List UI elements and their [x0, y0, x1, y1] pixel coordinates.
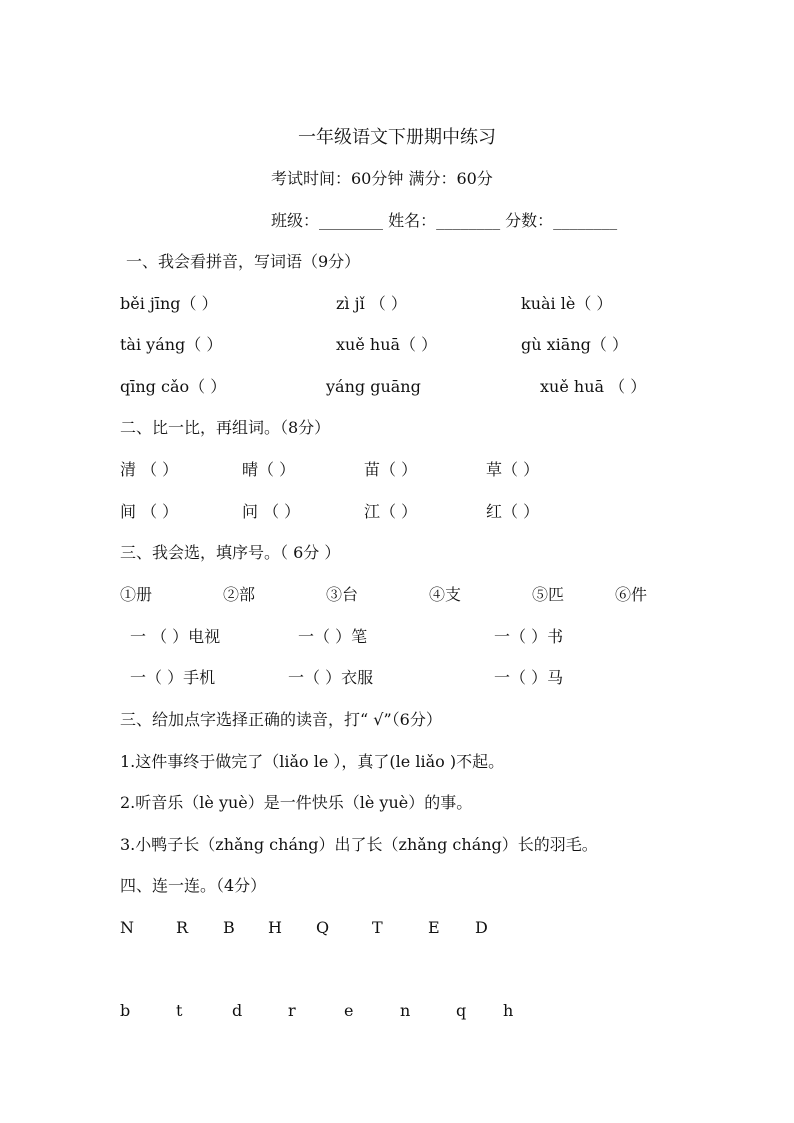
- fill-blank: 一（ ）手机: [130, 668, 216, 687]
- reading-sentence: 3.小鸭子长（zhǎng cháng）出了长（zhǎng cháng）长的羽毛。: [120, 835, 598, 854]
- compare-item: 苗（ ）: [364, 460, 418, 479]
- pinyin-item: xuě huā（ ）: [336, 335, 438, 354]
- compare-item: 间 （ ）: [120, 502, 179, 521]
- uppercase-letter: H: [268, 918, 282, 937]
- compare-item: 问 （ ）: [242, 502, 301, 521]
- lowercase-letter: b: [120, 1001, 131, 1020]
- pinyin-item: zì jǐ （ ）: [336, 294, 407, 313]
- uppercase-letter: Q: [316, 918, 330, 937]
- student-info: 班级：________ 姓名：________ 分数：________: [271, 211, 618, 230]
- uppercase-letter: E: [428, 918, 440, 937]
- option-item: ①册: [120, 585, 153, 604]
- exam-info: 考试时间：60分钟 满分：60分: [271, 169, 493, 188]
- pinyin-item: yáng guāng: [326, 377, 421, 396]
- fill-blank: 一 （ ）电视: [130, 627, 221, 646]
- pinyin-item: xuě huā （ ）: [540, 377, 647, 396]
- uppercase-letter: B: [223, 918, 235, 937]
- uppercase-letter: R: [176, 918, 189, 937]
- lowercase-letter: n: [400, 1001, 411, 1020]
- compare-item: 草（ ）: [486, 460, 540, 479]
- page-title: 一年级语文下册期中练习: [298, 127, 496, 148]
- uppercase-letter: T: [372, 918, 383, 937]
- option-item: ⑥件: [615, 585, 648, 604]
- section3-heading: 三、我会选，填序号。（ 6分 ）: [120, 543, 341, 562]
- uppercase-letter: N: [120, 918, 134, 937]
- lowercase-letter: h: [503, 1001, 514, 1020]
- lowercase-letter: q: [456, 1001, 467, 1020]
- option-item: ②部: [223, 585, 256, 604]
- compare-item: 清 （ ）: [120, 460, 179, 479]
- section5-heading: 四、连一连。（4分）: [120, 876, 267, 895]
- compare-item: 晴（ ）: [242, 460, 296, 479]
- lowercase-letter: d: [232, 1001, 243, 1020]
- pinyin-item: tài yáng（ ）: [120, 335, 223, 354]
- lowercase-letter: e: [344, 1001, 354, 1020]
- pinyin-item: běi jīng（ ）: [120, 294, 218, 313]
- pinyin-item: gù xiāng（ ）: [521, 335, 628, 354]
- option-item: ③台: [326, 585, 359, 604]
- pinyin-item: qīng cǎo（ ）: [120, 377, 227, 396]
- lowercase-letter: r: [288, 1001, 296, 1020]
- option-item: ④支: [429, 585, 462, 604]
- fill-blank: 一（ ）笔: [298, 627, 368, 646]
- section1-heading: 一、我会看拼音，写词语（9分）: [126, 252, 361, 271]
- reading-sentence: 1.这件事终于做完了（liǎo le ），真了(le liǎo )不起。: [120, 752, 505, 771]
- fill-blank: 一（ ）书: [494, 627, 564, 646]
- uppercase-letter: D: [475, 918, 488, 937]
- fill-blank: 一（ ）马: [494, 668, 564, 687]
- reading-sentence: 2.听音乐（lè yuè）是一件快乐（lè yuè）的事。: [120, 793, 473, 812]
- option-item: ⑤匹: [532, 585, 565, 604]
- fill-blank: 一（ ）衣服: [288, 668, 374, 687]
- compare-item: 红（ ）: [486, 502, 540, 521]
- section4-heading: 三、给加点字选择正确的读音，打“ √”（6分）: [120, 710, 442, 729]
- compare-item: 江（ ）: [364, 502, 418, 521]
- pinyin-item: kuài lè（ ）: [521, 294, 613, 313]
- lowercase-letter: t: [176, 1001, 183, 1020]
- section2-heading: 二、比一比，再组词。（8分）: [120, 418, 331, 437]
